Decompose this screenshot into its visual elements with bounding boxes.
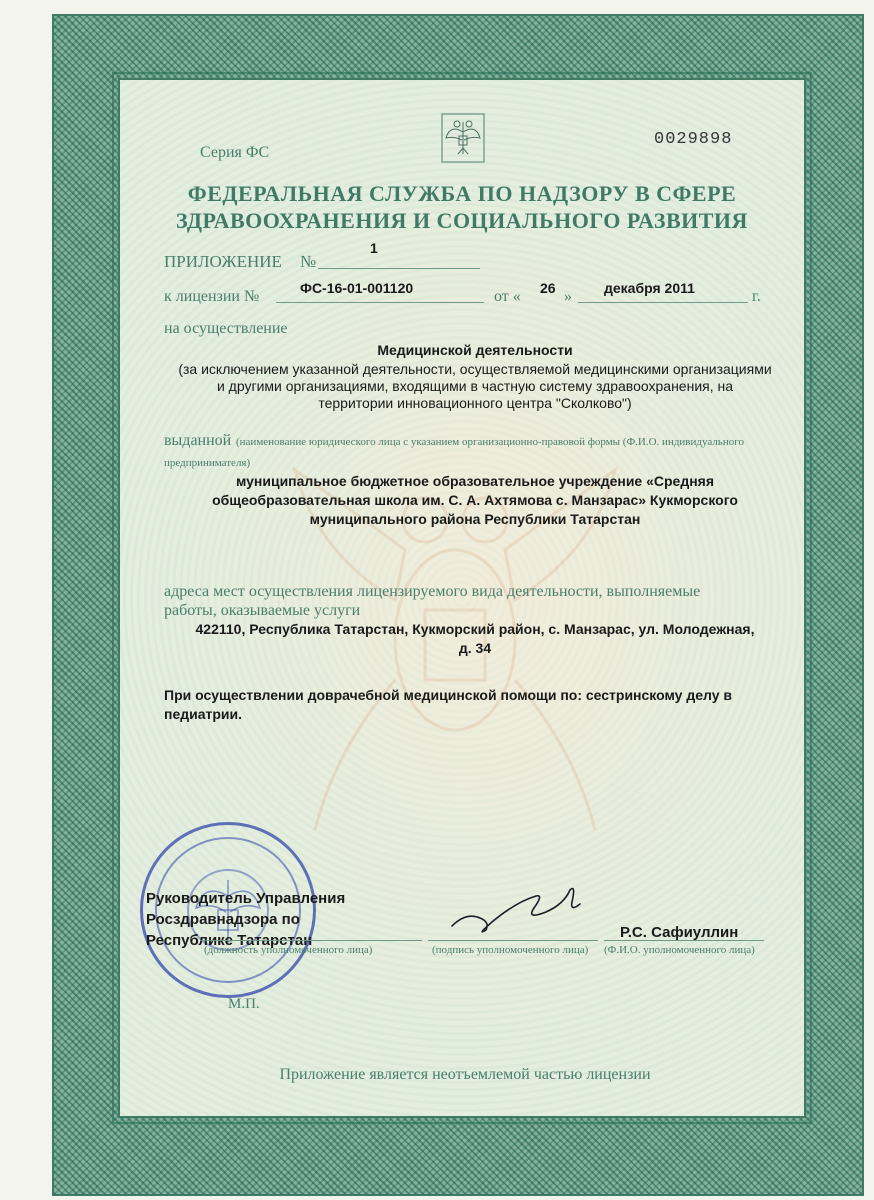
license-close-quote: » [564,288,572,305]
organization-name-line1: муниципальное бюджетное образовательное учреждение «Средняя [235,473,715,489]
signatory-position-line3: Республике Татарстан [146,932,313,949]
position-underline [200,940,422,941]
issuer-title [150,180,774,234]
form-number: 0029898 [654,130,733,149]
address-label-line1: адреса мест осуществления лицензируемого вида деятельности, выполняемые [164,583,701,600]
address-value [160,620,790,658]
activity-name: Медицинской деятельности [377,342,573,358]
position-caption: (должность уполномоченного лица) [204,944,373,956]
signatory-name: Р.С. Сафиуллин [620,924,739,941]
issued-hint-line2: предпринимателя) [164,457,251,469]
issued-hint-line1: (наименование юридического лица с указанием организационно-правовой формы (Ф.И.О. индивидуального [236,436,744,448]
organization-name-line2: общеобразовательная школа им. С. А. Ахтямова с. Манзарас» Кукморского [212,492,738,508]
issuer-title-line1: ФЕДЕРАЛЬНАЯ СЛУЖБА ПО НАДЗОРУ В СФЕРЕ [187,181,737,206]
activity-note [160,361,790,412]
appendix-number-underline [318,268,480,269]
signature-underline [428,940,598,941]
license-number-underline [276,302,484,303]
services-line2: педиатрии. [164,706,243,722]
license-number: ФС-16-01-001120 [300,280,414,296]
activity-note-line2: и другими организациями, входящими в частную систему здравоохранения, на [216,378,734,394]
services-text [164,686,772,724]
address-label-line2: работы, оказываемые услуги [164,602,361,619]
signatory-position [146,888,345,951]
signature-caption: (подпись уполномоченного лица) [432,944,589,956]
handwritten-signature [446,882,606,942]
appendix-no-sign: № [300,252,317,271]
activity-label: на осуществление [164,320,288,337]
issued-label: выданной [164,432,232,449]
services-line1: При осуществлении доврачебной медицинской помощи по: сестринскому делу в [164,687,733,703]
appendix-label: ПРИЛОЖЕНИЕ [164,252,282,271]
license-month-year: декабря 2011 [604,280,695,296]
name-caption: (Ф.И.О. уполномоченного лица) [604,944,755,956]
coat-of-arms-icon [440,112,486,164]
seal-place-label: М.П. [228,996,260,1012]
license-date-underline [578,302,748,303]
activity-note-line3: территории инновационного центра "Сколково") [318,395,632,411]
appendix-number: 1 [370,240,378,256]
license-year-suffix: г. [752,288,761,305]
license-day: 26 [540,280,556,296]
address-value-line1: 422110, Республика Татарстан, Кукморский район, с. Манзарас, ул. Молодежная, [195,621,755,637]
signatory-position-line1: Руководитель Управления [146,890,346,907]
series-label: Серия ФС [200,144,270,161]
address-label [164,582,700,620]
activity-note-line1: (за исключением указанной деятельности, осуществляемой медицинскими организациями [178,361,772,377]
address-value-line2: д. 34 [458,640,492,656]
signatory-position-line2: Росздравнадзора по [146,911,300,928]
license-from-label: от « [494,288,521,305]
organization-name [160,472,790,529]
license-prefix: к лицензии № [164,288,260,305]
name-underline [604,940,764,941]
organization-name-line3: муниципального района Республики Татарстан [309,511,641,527]
footer-note: Приложение является неотъемлемой частью лицензии [279,1066,651,1083]
issuer-title-line2: ЗДРАВООХРАНЕНИЯ И СОЦИАЛЬНОГО РАЗВИТИЯ [176,208,748,233]
